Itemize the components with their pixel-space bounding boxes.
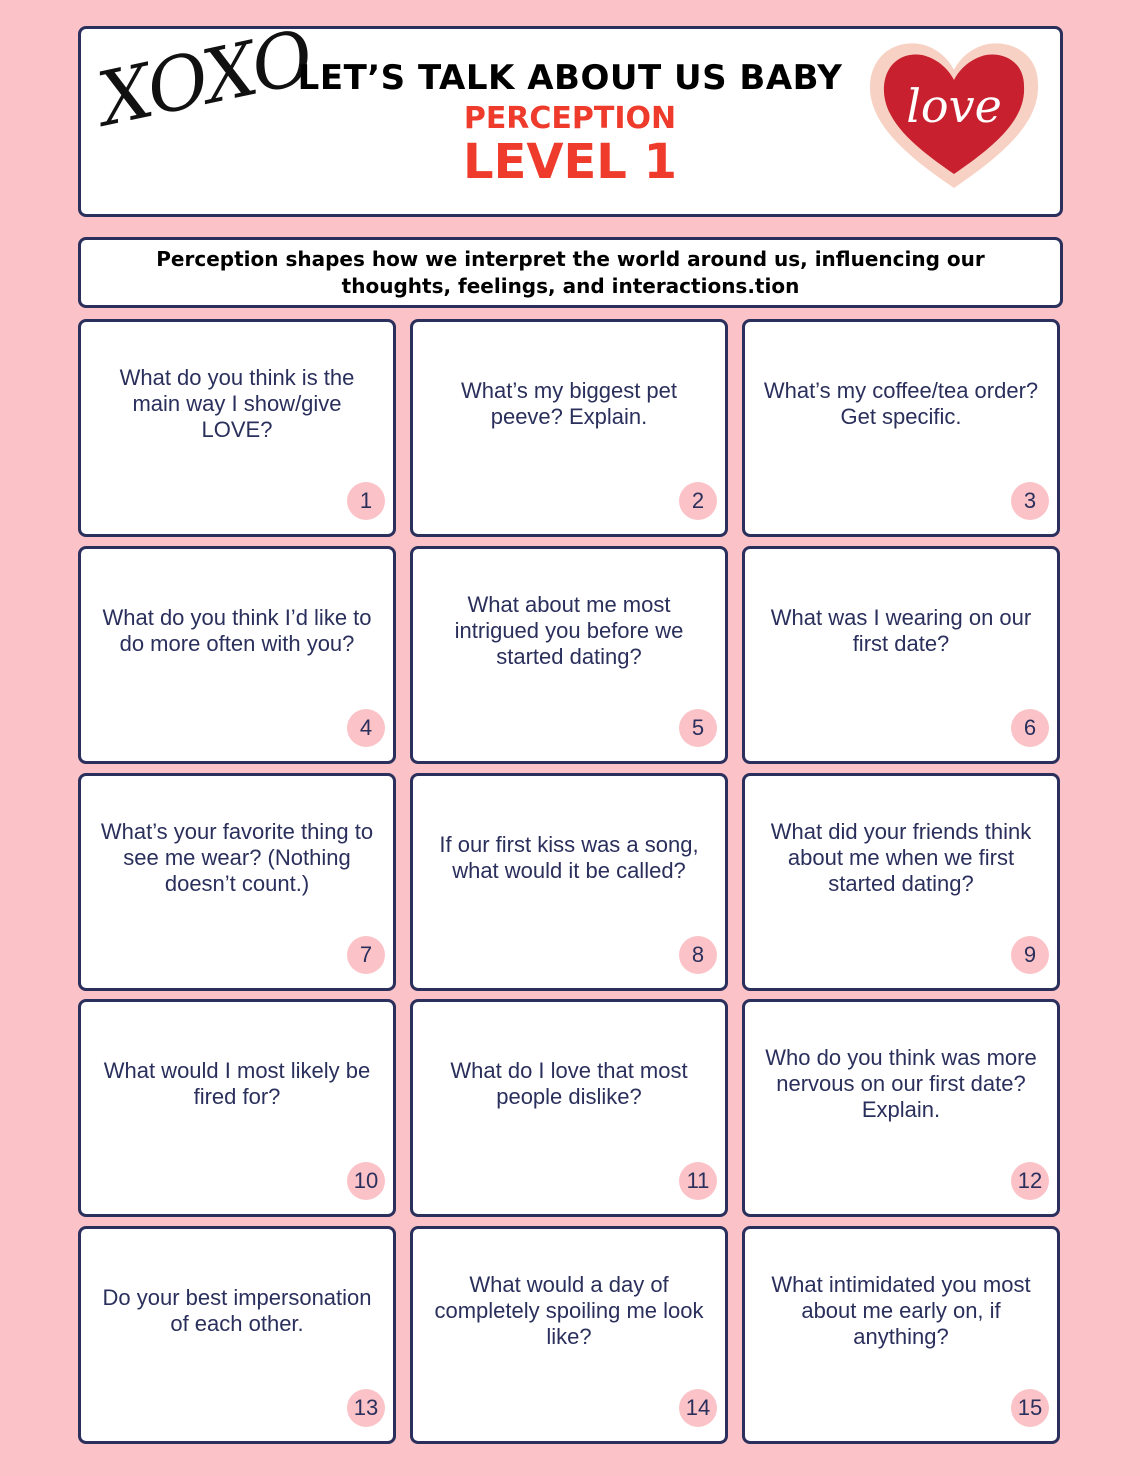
- question-text: What do you think is the main way I show/give LOVE?: [119, 365, 355, 442]
- question-text: What was I wearing on our first date?: [770, 605, 1032, 656]
- page-title: LET’S TALK ABOUT US BABY: [297, 58, 843, 98]
- card-number-badge: 10: [347, 1162, 385, 1200]
- question-text: What’s my biggest pet peeve? Explain.: [460, 378, 678, 429]
- question-card: [410, 546, 728, 764]
- question-text: Do your best impersonation of each other.: [102, 1285, 372, 1336]
- topic-subtitle: PERCEPTION: [463, 101, 677, 136]
- question-text: What would a day of completely spoiling me look like?: [434, 1272, 704, 1349]
- card-number-badge: 2: [679, 482, 717, 520]
- question-text: What do you think I’d like to do more often with you?: [102, 605, 372, 656]
- level-label: LEVEL 1: [462, 134, 677, 190]
- card-number-badge: 11: [679, 1162, 717, 1200]
- question-card: [410, 773, 728, 991]
- card-number-badge: 3: [1011, 482, 1049, 520]
- question-card: [742, 546, 1060, 764]
- question-text: Who do you think was more nervous on our first date? Explain.: [765, 1045, 1037, 1122]
- card-number-badge: 5: [679, 709, 717, 747]
- question-card: [410, 999, 728, 1217]
- question-card: [742, 773, 1060, 991]
- question-card: [410, 319, 728, 537]
- card-number-badge: 13: [347, 1389, 385, 1427]
- card-number-badge: 8: [679, 936, 717, 974]
- question-text: What about me most intrigued you before we started dating?: [454, 592, 684, 669]
- card-number-badge: 12: [1011, 1162, 1049, 1200]
- intro-panel: [78, 237, 1063, 308]
- question-card: [742, 999, 1060, 1217]
- card-number-badge: 1: [347, 482, 385, 520]
- intro-text: Perception shapes how we interpret the world around us, influencing our thoughts, feelings, and interactions.tion: [156, 246, 985, 298]
- question-card: [78, 999, 396, 1217]
- card-number-badge: 4: [347, 709, 385, 747]
- card-number-badge: 15: [1011, 1389, 1049, 1427]
- card-number-badge: 9: [1011, 936, 1049, 974]
- question-card: [78, 319, 396, 537]
- question-text: What would I most likely be fired for?: [103, 1058, 371, 1109]
- love-heart-icon: [864, 36, 1044, 196]
- question-text: If our first kiss was a song, what would it be called?: [439, 832, 699, 883]
- question-text: What did your friends think about me when we first started dating?: [770, 819, 1032, 896]
- question-text: What’s my coffee/tea order? Get specific.: [763, 378, 1039, 429]
- question-card: [78, 773, 396, 991]
- card-number-badge: 7: [347, 936, 385, 974]
- question-text: What’s your favorite thing to see me wear? (Nothing doesn’t count.): [100, 819, 374, 896]
- question-card: [410, 1226, 728, 1444]
- card-number-badge: 14: [679, 1389, 717, 1427]
- heart-text: love: [906, 79, 1002, 133]
- question-card: [742, 319, 1060, 537]
- question-card: [78, 546, 396, 764]
- xoxo-signature: XOXO: [91, 14, 320, 144]
- card-number-badge: 6: [1011, 709, 1049, 747]
- question-card: [742, 1226, 1060, 1444]
- question-text: What intimidated you most about me early on, if anything?: [771, 1272, 1031, 1349]
- question-text: What do I love that most people dislike?: [450, 1058, 688, 1109]
- question-card: [78, 1226, 396, 1444]
